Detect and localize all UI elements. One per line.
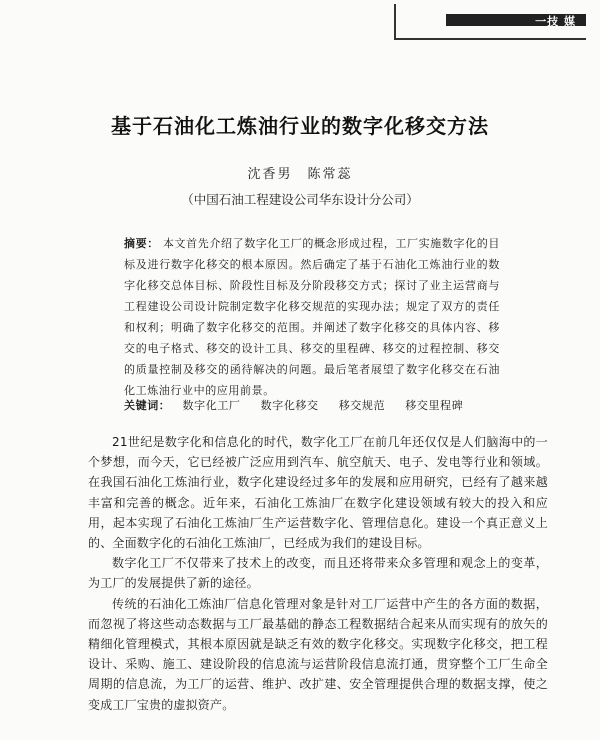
keyword: 数字化移交	[260, 399, 319, 412]
keywords-label: 关键词：	[124, 399, 171, 412]
keywords-block	[124, 397, 514, 413]
abstract-label: 摘要：	[124, 237, 159, 250]
keyword: 移交规范	[338, 399, 386, 412]
body-paragraph: 21世纪是数字化和信息化的时代，数字化工厂在前几年还仅仅是人们脑海中的一个梦想，而今天，它已经被广泛应用到汽车、航空航天、电子、发电等行业和领域。在我国石油化工炼油行业，数字化建设经过多年的发展和应用研究，已经有了越来越丰富和完善的概念。近年来，石油化工炼油厂在数字化建设领域有较大的投入和应用，起本实现了石油化工炼油厂生产运营数字化、管理信息化。建设一个真正意义上的、全面数字化的石油化工炼油厂，已经成为我们的建设目标。	[88, 435, 548, 551]
paper-affiliation: （中国石油工程建设公司华东设计分公司）	[181, 192, 419, 207]
abstract-text: 本文首先介绍了数字化工厂的概念形成过程，工厂实施数字化的目标及进行数字化移交的根本原因。然后确定了基于石油化工炼油行业的数字化移交总体目标、阶段性目标及分阶段移交方式；探讨了业主运营商与工程建设公司设计院制定数字化移交规范的实现办法；规定了双方的责任和权利；明确了数字化移交的范围。并阐述了数字化移交的具体内容、移交的电子格式、移交的设计工具、移交的里程碑、移交的过程控制、移交的质量控制及移交的函待解决的问题。最后笔者展望了数字化移交在石油化工炼油行业中的应用前景。	[124, 237, 500, 397]
paper-authors: 沈香男 陈常蕊	[247, 167, 353, 182]
body-paragraph: 传统的石油化工炼油厂信息化管理对象是针对工厂运营中产生的各方面的数据，而忽视了将这些动态数据与工厂最基础的静态工程数据结合起来从而实现有的放矢的精细化管理模式，其根本原因就是缺乏有效的数字化移交。实现数字化移交，把工程设计、采购、施工、建设阶段的信息流与运营阶段信息流打通，贯穿整个工厂生命全周期的信息流，为工厂的运营、维护、改扩建、安全管理提供合理的数据支撑，使之变成工厂宝贵的虚拟资产。	[88, 596, 548, 712]
header-tab-label: 一技 媒	[535, 15, 576, 28]
keyword: 数字化工厂	[182, 399, 241, 412]
body-paragraph: 数字化工厂不仅带来了技术上的改变，而且还将带来众多管理和观念上的变革，为工厂的发展提供了新的途径。	[88, 556, 548, 591]
page-header-tab	[394, 4, 586, 40]
body-text	[88, 432, 548, 715]
abstract-block	[124, 233, 500, 401]
keyword: 移交里程碑	[405, 399, 464, 412]
paper-title: 基于石油化工炼油行业的数字化移交方法	[111, 114, 489, 138]
